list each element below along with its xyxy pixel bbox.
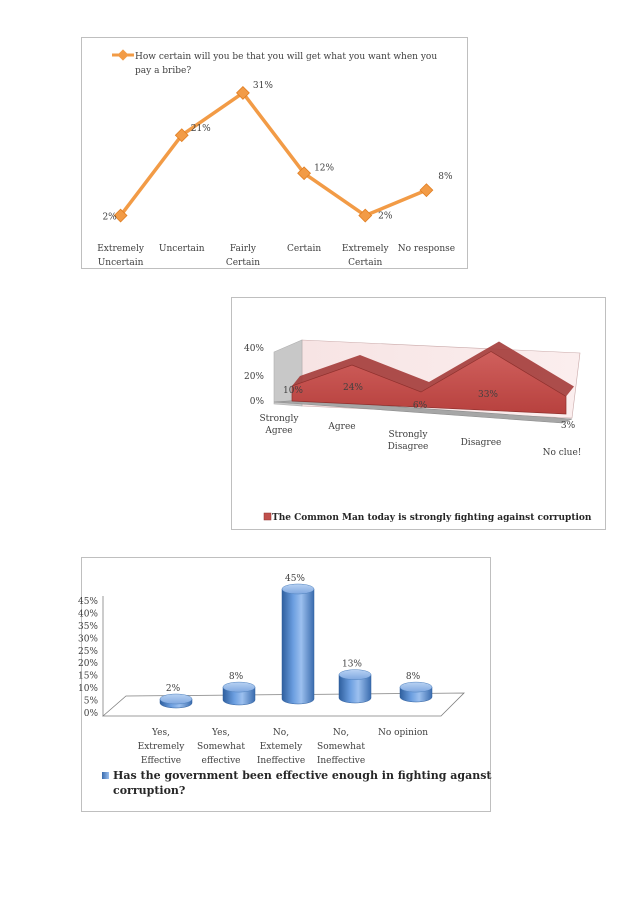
- category-label: Uncertain: [97, 258, 144, 268]
- y-tick-label: 0%: [83, 709, 98, 719]
- category-label: Extremely: [137, 742, 185, 752]
- category-label: No,: [332, 728, 350, 738]
- y-tick-label: 10%: [77, 684, 98, 695]
- data-label: 2%: [165, 684, 181, 694]
- y-tick-label: 30%: [77, 634, 98, 645]
- data-point: [420, 184, 433, 197]
- bar-top: [160, 694, 192, 704]
- category-label: No clue!: [542, 448, 582, 458]
- data-label: 8%: [438, 172, 453, 183]
- category-label: Effective: [140, 756, 182, 766]
- y-tick-label: 20%: [77, 659, 98, 670]
- bar-chart-svg: [77, 558, 492, 811]
- data-label: 13%: [341, 659, 363, 670]
- data-label: 24%: [342, 383, 364, 393]
- data-label: 45%: [284, 574, 306, 584]
- category-label: Certain: [348, 258, 383, 268]
- legend-label: Has the government been effective enough in fighting aganst: [113, 769, 492, 782]
- data-label: 10%: [282, 386, 304, 396]
- category-label: Agree: [328, 422, 356, 432]
- category-label: Disagree: [460, 438, 502, 448]
- y-tick-label: 40%: [77, 609, 98, 620]
- bar: [282, 589, 314, 704]
- chart-common-man: [231, 297, 606, 530]
- category-label: Certain: [225, 258, 261, 268]
- chart-government-effective: [77, 557, 492, 812]
- category-label: Strongly: [388, 430, 428, 440]
- category-label: Strongly: [259, 414, 299, 424]
- category-label: Extremely: [97, 244, 144, 254]
- category-label: Somewhat: [317, 742, 365, 752]
- category-label: Disagree: [387, 442, 429, 452]
- category-label: Somewhat: [197, 742, 245, 752]
- bar-top: [282, 584, 314, 594]
- category-label: Ineffective: [316, 756, 366, 766]
- bar-top: [339, 670, 371, 680]
- category-label: Extremely: [341, 244, 389, 254]
- chart-certainty-bribe: [81, 37, 468, 269]
- y-tick-label: 25%: [77, 646, 98, 657]
- data-label: 33%: [477, 390, 499, 400]
- y-tick-label: 0%: [249, 397, 264, 407]
- category-label: effective: [201, 756, 241, 766]
- line-chart-svg: [82, 38, 467, 268]
- category-label: No,: [272, 728, 290, 738]
- legend-label: The Common Man today is strongly fighting against corruption: [272, 513, 592, 523]
- data-label: 8%: [405, 672, 421, 683]
- y-tick-label: 45%: [77, 597, 98, 607]
- data-label: 21%: [190, 124, 211, 135]
- legend-marker: [264, 513, 271, 520]
- legend-marker: [117, 49, 128, 60]
- category-label: Fairly: [229, 244, 256, 254]
- y-tick-label: 35%: [77, 621, 98, 632]
- area-chart-svg: [232, 298, 605, 529]
- category-label: Extemely: [259, 742, 303, 752]
- legend-label: pay a bribe?: [135, 66, 192, 76]
- category-label: Certain: [286, 244, 322, 254]
- category-label: Ineffective: [256, 756, 306, 766]
- legend-label: How certain will you be that you will get what you want when you: [135, 52, 438, 62]
- data-label: 3%: [560, 421, 576, 431]
- category-label: Uncertain: [158, 244, 205, 254]
- category-label: Yes,: [152, 728, 170, 738]
- category-label: Yes,: [212, 728, 230, 738]
- y-tick-label: 40%: [243, 344, 264, 354]
- y-tick-label: 5%: [83, 696, 98, 707]
- data-label: 8%: [228, 672, 244, 683]
- data-label: 2%: [102, 212, 117, 223]
- category-label: Agree: [265, 426, 293, 436]
- bar-top: [400, 682, 432, 692]
- bar-top: [223, 682, 255, 692]
- category-label: No opinion: [377, 728, 429, 738]
- series-line: [121, 93, 427, 216]
- data-label: 31%: [252, 80, 273, 91]
- data-label: 2%: [378, 211, 393, 222]
- data-label: 6%: [412, 401, 428, 411]
- data-label: 12%: [314, 163, 335, 174]
- legend-label: corruption?: [113, 784, 186, 797]
- y-tick-label: 15%: [77, 671, 98, 682]
- legend-marker: [102, 772, 109, 779]
- y-tick-label: 20%: [243, 372, 264, 382]
- category-label: No response: [397, 244, 456, 254]
